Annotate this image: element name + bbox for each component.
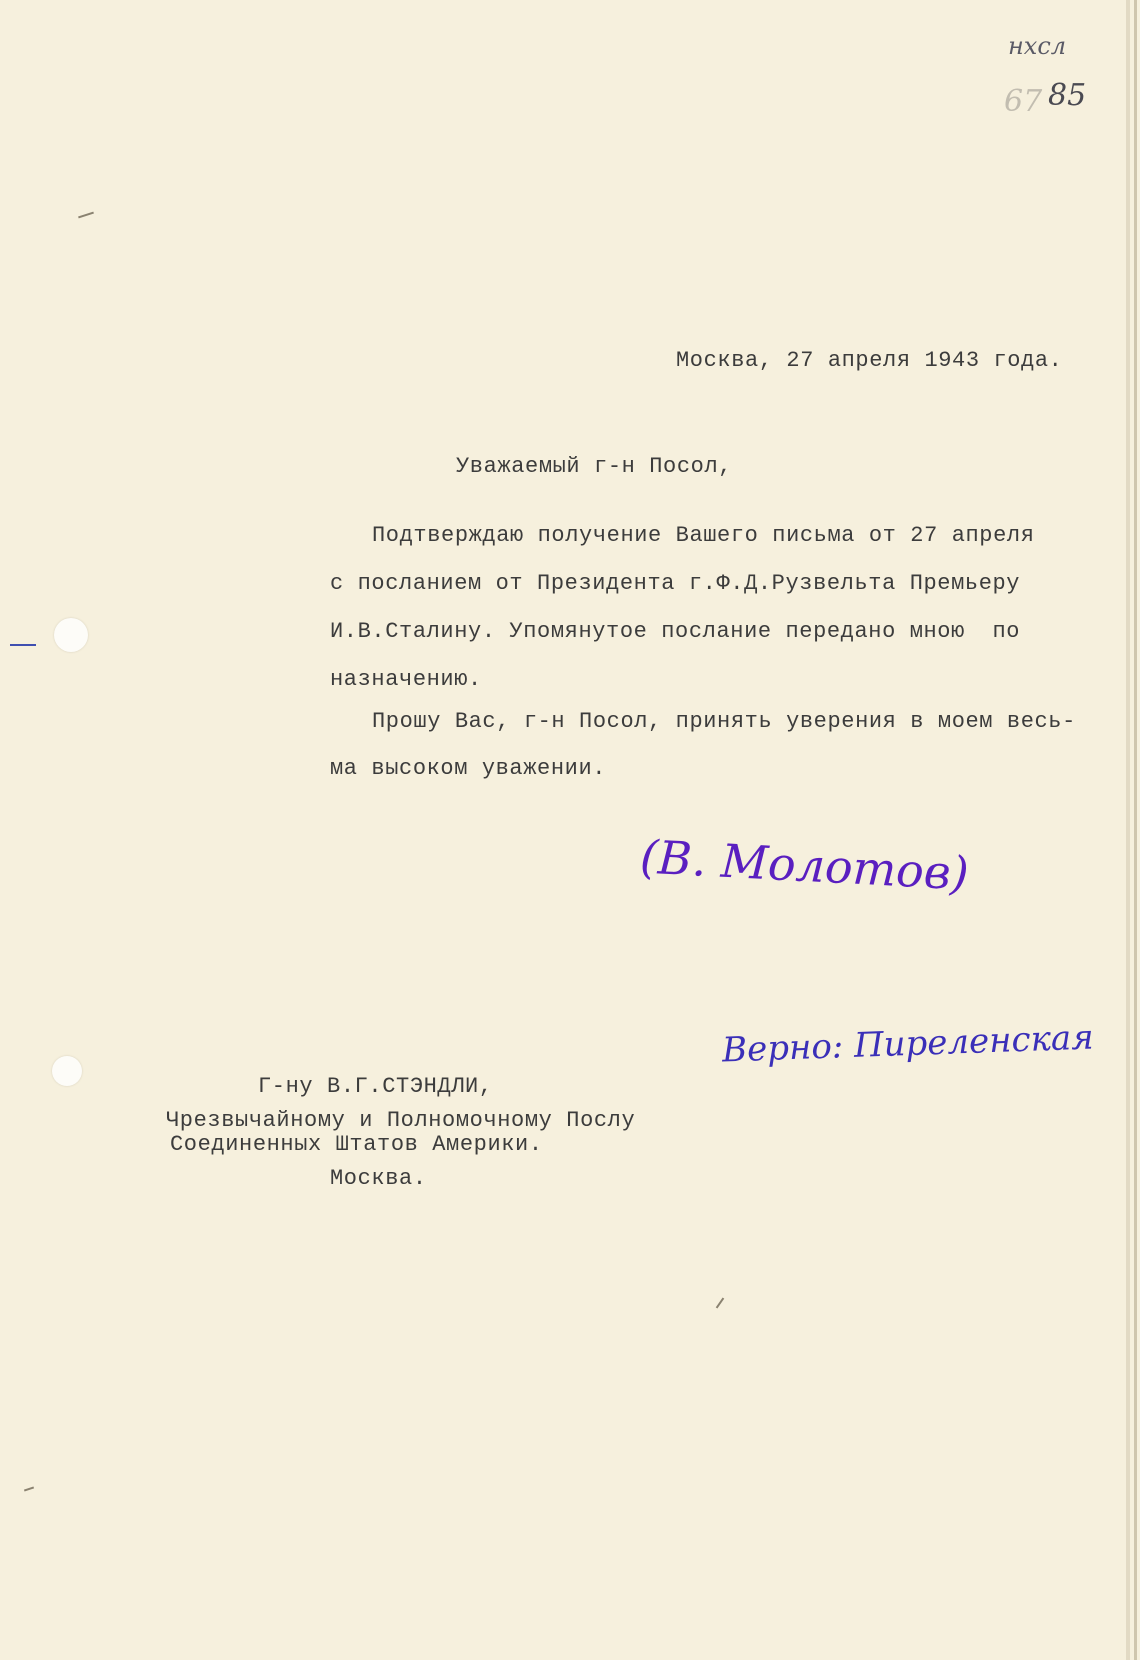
- addressee-country: Соединенных Штатов Америки.: [170, 1132, 543, 1157]
- letter-body-line: с посланием от Президента г.Ф.Д.Рузвельта Премьеру: [330, 571, 1021, 596]
- addressee-name: Г-ну В.Г.СТЭНДЛИ,: [258, 1074, 493, 1099]
- archive-page-number: 85: [1048, 78, 1087, 113]
- paper-blemish: [716, 1298, 725, 1309]
- paper-blemish: [24, 1487, 34, 1492]
- addressee-title: Чрезвычайному и Полномочному Послу: [166, 1108, 636, 1133]
- letter-body-line: Подтверждаю получение Вашего письма от 27 апреля: [372, 523, 1035, 548]
- letter-body-line: назначению.: [330, 667, 482, 692]
- blue-pencil-mark: [10, 644, 36, 646]
- handwritten-certification: Верно: Пиреленская: [721, 1017, 1095, 1071]
- archive-old-page-number: 67: [1004, 84, 1043, 119]
- punch-hole-top: [54, 618, 88, 652]
- bottom-margin: [0, 1660, 1146, 1672]
- letter-body-line: И.В.Сталину. Упомянутое послание передано мною по: [330, 619, 1021, 644]
- paper-blemish: [78, 212, 94, 219]
- sheet-edge-shadow: [1126, 0, 1130, 1672]
- handwritten-signature: (В. Молотов): [638, 829, 971, 901]
- archive-code: нхсл: [1008, 32, 1067, 60]
- letter-salutation: Уважаемый г-н Посол,: [456, 454, 733, 479]
- letter-body-line: Прошу Вас, г-н Посол, принять уверения в моем весь-: [372, 709, 1076, 734]
- addressee-city: Москва.: [330, 1166, 427, 1191]
- sheet-edge-margin: [1140, 0, 1146, 1672]
- letter-body-line: ма высоком уважении.: [330, 756, 607, 781]
- sheet-edge-line: [1134, 0, 1137, 1672]
- letter-dateline: Москва, 27 апреля 1943 года.: [676, 348, 1063, 373]
- punch-hole-bottom: [52, 1056, 82, 1086]
